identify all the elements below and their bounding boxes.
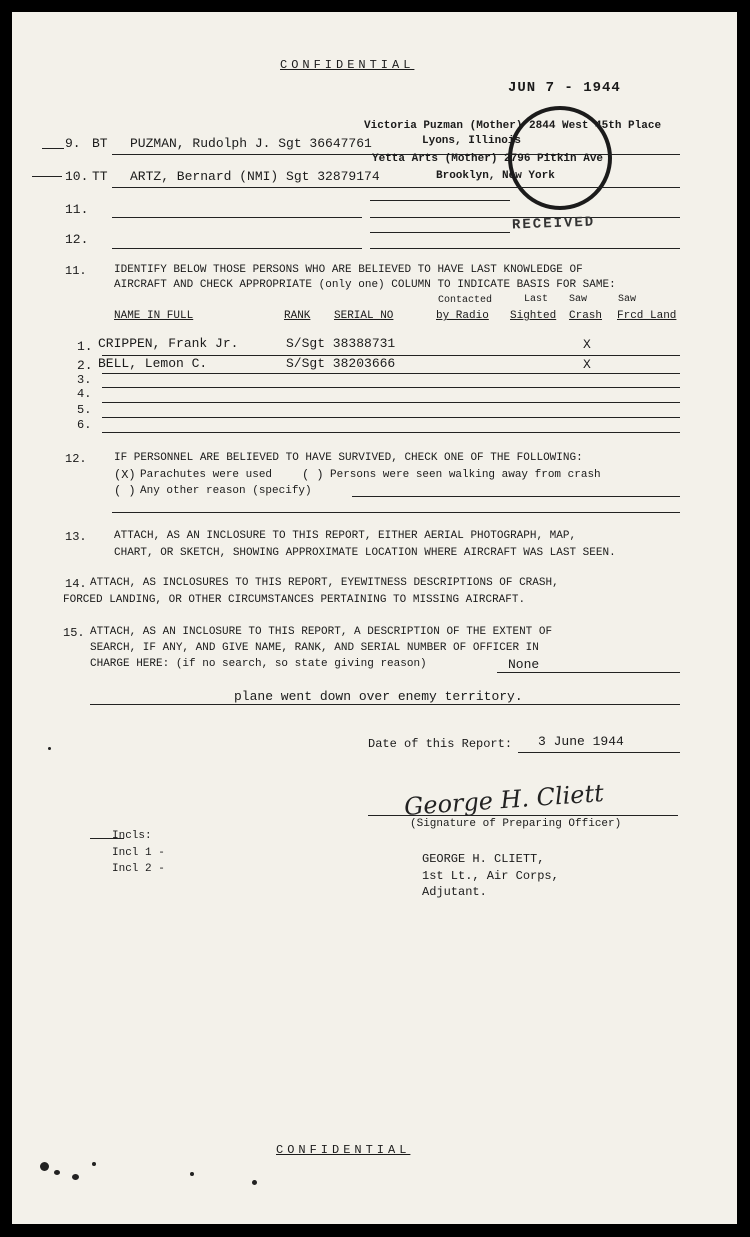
crew-line-10-entry: ARTZ, Bernard (NMI) Sgt 32879174: [130, 169, 380, 184]
signature-caption: (Signature of Preparing Officer): [410, 818, 622, 830]
classification-footer: CONFIDENTIAL: [276, 1143, 411, 1157]
inclosures-label: Incls:: [112, 830, 152, 842]
scan-speck: [54, 1170, 60, 1175]
document-page: [12, 12, 737, 1224]
crew-line-10-kin: Yetta Arts (Mother) 2796 Pitkin Ave: [372, 153, 604, 165]
section-15-text-line-3: CHARGE HERE: (if no search, so state giving reason): [90, 658, 427, 670]
person-row-6-number: 6.: [77, 418, 92, 432]
section-12-rule: [112, 512, 680, 513]
person-row-3-number: 3.: [77, 373, 92, 387]
person-row-5-number: 5.: [77, 403, 92, 417]
column-header-frcd-land: Frcd Land: [617, 310, 677, 322]
scan-speck: [92, 1162, 96, 1166]
scan-speck: [48, 747, 51, 750]
section-12-text: IF PERSONNEL ARE BELIEVED TO HAVE SURVIVED, CHECK ONE OF THE FOLLOWING:: [114, 452, 583, 464]
section-13-number: 13.: [65, 530, 87, 544]
section-15-text-line-2: SEARCH, IF ANY, AND GIVE NAME, RANK, AND SERIAL NUMBER OF OFFICER IN: [90, 642, 539, 654]
column-header-crash: Crash: [569, 310, 603, 322]
officer-signature: George H. Cliett: [403, 779, 605, 821]
other-reason-checkbox: ( ): [114, 484, 136, 498]
other-reason-rule: [352, 496, 680, 497]
search-answer: None: [508, 657, 540, 672]
column-header-saw-2: Saw: [618, 294, 637, 305]
person-row-4-number: 4.: [77, 387, 92, 401]
person-row-2-crash-mark: X: [583, 357, 591, 372]
crew-line-10-number: 10.: [65, 169, 89, 184]
crew-line-9-dash: [42, 148, 64, 149]
person-row-1-number: 1.: [77, 339, 93, 354]
crew-line-9-entry: PUZMAN, Rudolph J. Sgt 36647761: [130, 136, 372, 151]
search-reason-rule: [90, 704, 680, 705]
crew-line-10-kin-address: Brooklyn, New York: [436, 170, 555, 182]
walking-away-option-label: Persons were seen walking away from crash: [330, 469, 601, 481]
scan-speck: [40, 1162, 49, 1171]
search-reason: plane went down over enemy territory.: [234, 689, 523, 704]
officer-rank: 1st Lt., Air Corps,: [422, 869, 559, 883]
section-13-text-line-1: ATTACH, AS AN INCLOSURE TO THIS REPORT, EITHER AERIAL PHOTOGRAPH, MAP,: [114, 530, 577, 542]
parachutes-checkbox: (X): [114, 468, 136, 482]
crew-line-11-rule-kin: [370, 200, 510, 201]
inclosure-2: Incl 2 -: [112, 863, 165, 875]
report-date-value: 3 June 1944: [538, 734, 624, 749]
walking-away-checkbox: ( ): [302, 468, 324, 482]
person-row-1-crash-mark: X: [583, 337, 591, 352]
person-row-1-rank-serial: S/Sgt 38388731: [286, 336, 396, 351]
section-11-number: 11.: [65, 264, 87, 278]
report-date-label: Date of this Report:: [368, 737, 513, 751]
section-11-text-line-2: AIRCRAFT AND CHECK APPROPRIATE (only one) COLUMN TO INDICATE BASIS FOR SAME:: [114, 279, 616, 291]
section-14-text-line-1: ATTACH, AS INCLOSURES TO THIS REPORT, EYEWITNESS DESCRIPTIONS OF CRASH,: [90, 577, 559, 589]
person-row-3-rule: [102, 387, 680, 388]
scan-speck: [190, 1172, 194, 1176]
column-header-sighted: Sighted: [510, 310, 557, 322]
column-header-by-radio: by Radio: [436, 310, 489, 322]
section-12-number: 12.: [65, 452, 87, 466]
section-14-text-line-2: FORCED LANDING, OR OTHER CIRCUMSTANCES PERTAINING TO MISSING AIRCRAFT.: [63, 594, 526, 606]
crew-line-12-number: 12.: [65, 232, 89, 247]
column-header-serial: SERIAL NO: [334, 310, 394, 322]
other-reason-option-label: Any other reason (specify): [140, 485, 312, 497]
report-date-rule: [518, 752, 680, 753]
crew-line-12-rule-kin: [370, 232, 510, 233]
section-15-number: 15.: [63, 626, 85, 640]
person-row-2-rule: [102, 373, 680, 374]
column-header-rank: RANK: [284, 310, 311, 322]
scan-speck: [252, 1180, 257, 1185]
person-row-2-rank-serial: S/Sgt 38203666: [286, 356, 396, 371]
crew-line-9-number: 9.: [65, 136, 81, 151]
person-row-5-rule: [102, 417, 680, 418]
received-date-stamp: JUN 7 - 1944: [508, 80, 621, 96]
person-row-6-rule: [102, 432, 680, 433]
person-row-4-rule: [102, 402, 680, 403]
officer-title: Adjutant.: [422, 885, 487, 899]
column-header-last: Last: [524, 294, 549, 305]
received-stamp: RECEIVED: [511, 214, 596, 234]
section-15-text-line-1: ATTACH, AS AN INCLOSURE TO THIS REPORT, A DESCRIPTION OF THE EXTENT OF: [90, 626, 553, 638]
search-answer-rule: [497, 672, 680, 673]
scan-speck: [72, 1174, 79, 1180]
crew-line-10-rule: [112, 187, 680, 188]
crew-line-9-position: BT: [92, 136, 108, 151]
officer-name: GEORGE H. CLIETT,: [422, 852, 545, 866]
crew-line-9-kin-address: Lyons, Illinois: [422, 135, 522, 147]
inclosure-1: Incl 1 -: [112, 847, 165, 859]
person-row-2-name: BELL, Lemon C.: [98, 356, 208, 371]
section-14-number: 14.: [65, 577, 87, 591]
crew-line-12-rule-left: [112, 248, 362, 249]
crew-line-10-dash: [32, 176, 62, 177]
crew-line-11-number: 11.: [65, 202, 89, 217]
column-header-contacted: Contacted: [438, 295, 493, 306]
section-11-text-line-1: IDENTIFY BELOW THOSE PERSONS WHO ARE BELIEVED TO HAVE LAST KNOWLEDGE OF: [114, 264, 583, 276]
classification-header: CONFIDENTIAL: [280, 58, 415, 72]
person-row-1-name: CRIPPEN, Frank Jr.: [98, 336, 239, 351]
column-header-saw-1: Saw: [569, 294, 588, 305]
crew-line-11-rule-left: [112, 217, 362, 218]
crew-line-9-kin: Victoria Puzman (Mother) 2844 West 45th Place: [364, 120, 662, 132]
crew-line-12-rule-right: [370, 248, 680, 249]
column-header-name: NAME IN FULL: [114, 310, 194, 322]
person-row-2-number: 2.: [77, 358, 93, 373]
signature-rule: [368, 815, 678, 816]
parachutes-option-label: Parachutes were used: [140, 469, 273, 481]
crew-line-10-position: TT: [92, 169, 108, 184]
section-13-text-line-2: CHART, OR SKETCH, SHOWING APPROXIMATE LOCATION WHERE AIRCRAFT WAS LAST SEEN.: [114, 547, 616, 559]
